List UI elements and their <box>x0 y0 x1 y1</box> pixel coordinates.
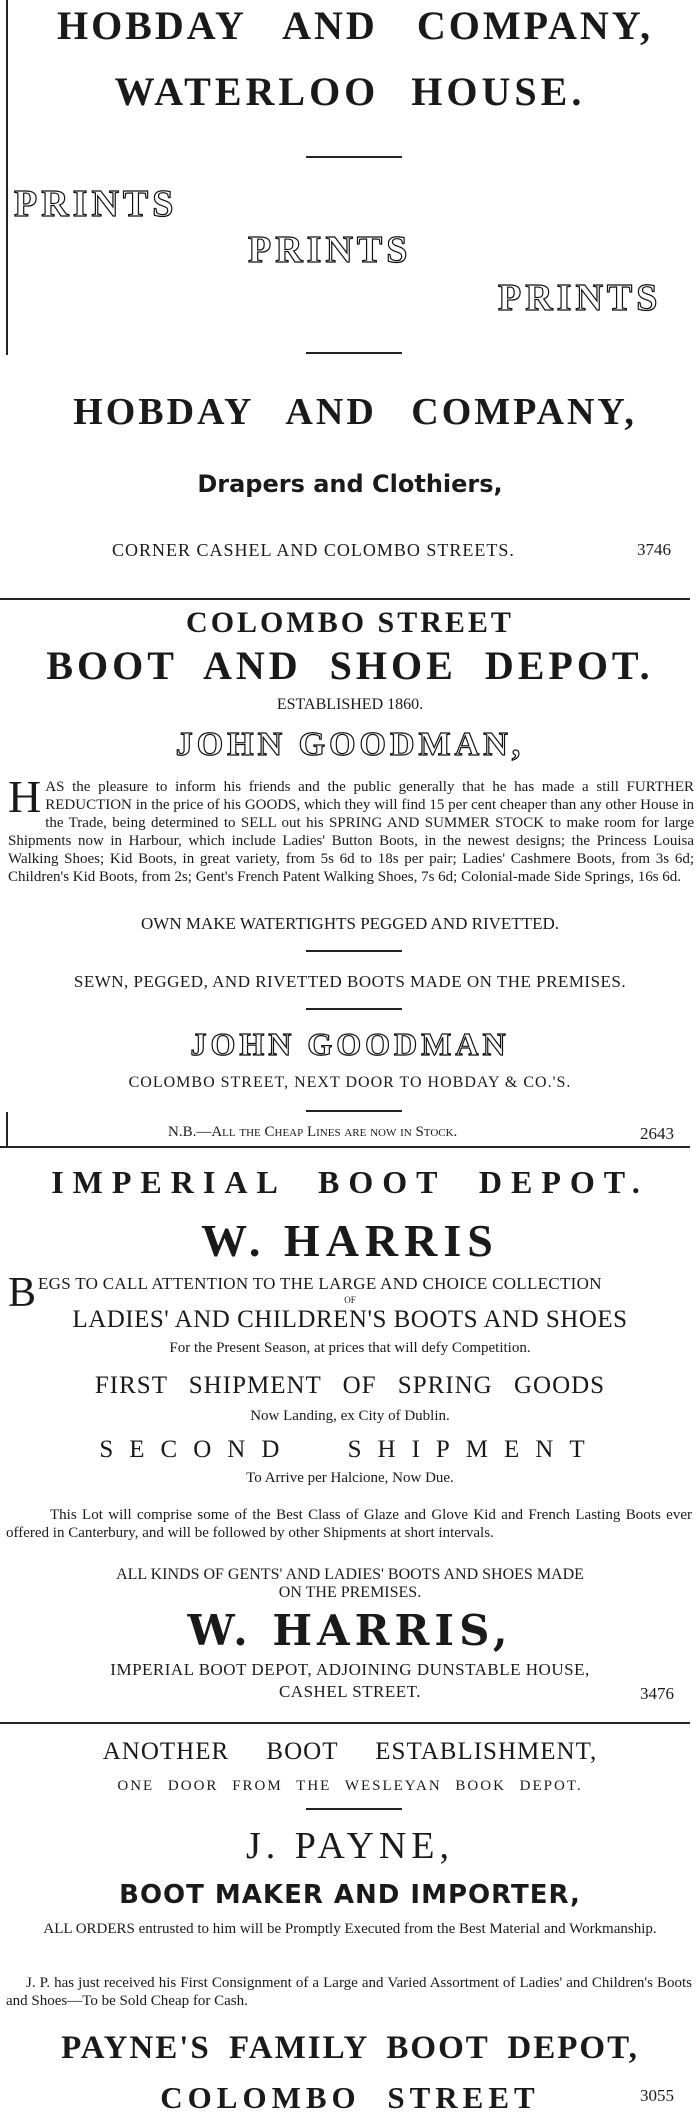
divider <box>306 352 402 354</box>
divider <box>306 950 402 952</box>
section-rule <box>0 1146 690 1148</box>
payne-street: COLOMBO STREET <box>160 2080 540 2115</box>
payne-orders: ALL ORDERS entrusted to him will be Promptly Executed from the Best Material and Workmanship. <box>43 1921 657 1937</box>
divider <box>306 1808 402 1810</box>
ad-number: 2643 <box>640 1124 674 1143</box>
goodman-street-line: COLOMBO STREET <box>186 606 514 639</box>
section-rule <box>0 1722 690 1724</box>
drop-cap: H <box>8 771 42 822</box>
payne-family-depot: PAYNE'S FAMILY BOOT DEPOT, <box>61 2030 639 2066</box>
divider <box>306 156 402 158</box>
harris-landing: Now Landing, ex City of Dublin. <box>250 1408 450 1424</box>
payne-received: J. P. has just received his First Consignment of a Large and Varied Assortment of Ladies' and Children's Boots and Shoes—To be Sold Cheap for Cash. <box>6 1975 692 2009</box>
harris-begs: EGS TO CALL ATTENTION TO THE LARGE AND CHOICE COLLECTION <box>38 1274 602 1293</box>
drop-cap: B <box>8 1270 37 1316</box>
harris-name-fancy: W. HARRIS, <box>187 1606 513 1655</box>
harris-second-shipment: SECOND SHIPMENT <box>99 1436 601 1463</box>
harris-lot-text: This Lot will comprise some of the Best Class of Glaze and Glove Kid and French Lasting Boots ever offered in Canterbury, and will be followed by other Shipments at short intervals. <box>6 1507 692 1541</box>
goodman-nb: N.B.—All the Cheap Lines are now in Stock. <box>168 1124 458 1140</box>
ad-number: 3476 <box>640 1684 674 1703</box>
harris-season: For the Present Season, at prices that will defy Competition. <box>169 1340 531 1356</box>
left-border-line <box>6 1112 8 1146</box>
harris-address-2: CASHEL STREET. <box>278 1682 422 1701</box>
prints-word-1: PRINTS <box>14 183 178 225</box>
payne-trade: BOOT MAKER AND IMPORTER, <box>119 1880 581 1910</box>
harris-name: W. HARRIS <box>201 1215 499 1266</box>
goodman-name-2: JOHN GOODMAN <box>190 1026 510 1062</box>
prints-word-2: PRINTS <box>248 229 412 271</box>
divider <box>306 1008 402 1010</box>
prints-word-3: PRINTS <box>498 277 662 319</box>
harris-ladies: LADIES' AND CHILDREN'S BOOTS AND SHOES <box>72 1306 628 1333</box>
goodman-established: ESTABLISHED 1860. <box>276 696 424 713</box>
ad-number: 3055 <box>640 2086 674 2105</box>
payne-name: J. PAYNE, <box>246 1825 454 1867</box>
harris-address-1: IMPERIAL BOOT DEPOT, ADJOINING DUNSTABLE HOUSE, <box>110 1660 590 1679</box>
goodman-address: COLOMBO STREET, NEXT DOOR TO HOBDAY & CO.'S. <box>128 1074 572 1091</box>
goodman-body <box>8 771 694 886</box>
ad-number: 3746 <box>637 540 671 559</box>
goodman-name: JOHN GOODMAN, <box>175 726 525 763</box>
hobday-address: CORNER CASHEL AND COLOMBO STREETS. <box>112 540 515 560</box>
harris-kinds-2: ON THE PREMISES. <box>278 1584 422 1601</box>
hobday-subtitle: Drapers and Clothiers, <box>197 470 503 498</box>
harris-of: OF <box>344 1295 356 1305</box>
goodman-depot-title: BOOT AND SHOE DEPOT. <box>46 643 654 688</box>
left-border-line <box>6 0 8 355</box>
hobday-title-line1: HOBDAY AND COMPANY, <box>56 3 654 48</box>
divider <box>306 1110 402 1112</box>
harris-title: IMPERIAL BOOT DEPOT. <box>51 1164 649 1200</box>
harris-first-shipment: FIRST SHIPMENT OF SPRING GOODS <box>94 1372 606 1399</box>
hobday-title-line2: WATERLOO HOUSE. <box>114 69 586 114</box>
goodman-watertights: OWN MAKE WATERTIGHTS PEGGED AND RIVETTED. <box>141 914 559 933</box>
hobday-name: HOBDAY AND COMPANY, <box>73 391 637 433</box>
harris-arrive: To Arrive per Halcione, Now Due. <box>246 1470 454 1486</box>
harris-kinds-1: ALL KINDS OF GENTS' AND LADIES' BOOTS AND SHOES MADE <box>116 1566 584 1583</box>
goodman-sewn: SEWN, PEGGED, AND RIVETTED BOOTS MADE ON THE PREMISES. <box>73 972 627 991</box>
goodman-body-text: AS the pleasure to inform his friends and the public generally that he has made a still FURTHER REDUCTION in the price of his GOODS, which they will find 15 per cent cheaper than any other House in the Trade, being determined to SELL out his SPRING AND SUMMER STOCK to make room for large Shipments now in Harbour, which include Ladies' Button Boots, in the newest designs; the Princess Louisa Walking Shoes; Kid Boots, in great variety, from 5s 6d to 18s per pair; Ladies' Cashmere Boots, from 3s 6d; Children's Kid Boots, from 2s; Gent's French Patent Walking Shoes, 7s 6d; Colonial-made Side Springs, 16s 6d. <box>8 779 694 885</box>
section-rule <box>0 598 690 600</box>
payne-another: ANOTHER BOOT ESTABLISHMENT, <box>102 1738 598 1765</box>
payne-one-door: ONE DOOR FROM THE WESLEYAN BOOK DEPOT. <box>117 1778 583 1794</box>
